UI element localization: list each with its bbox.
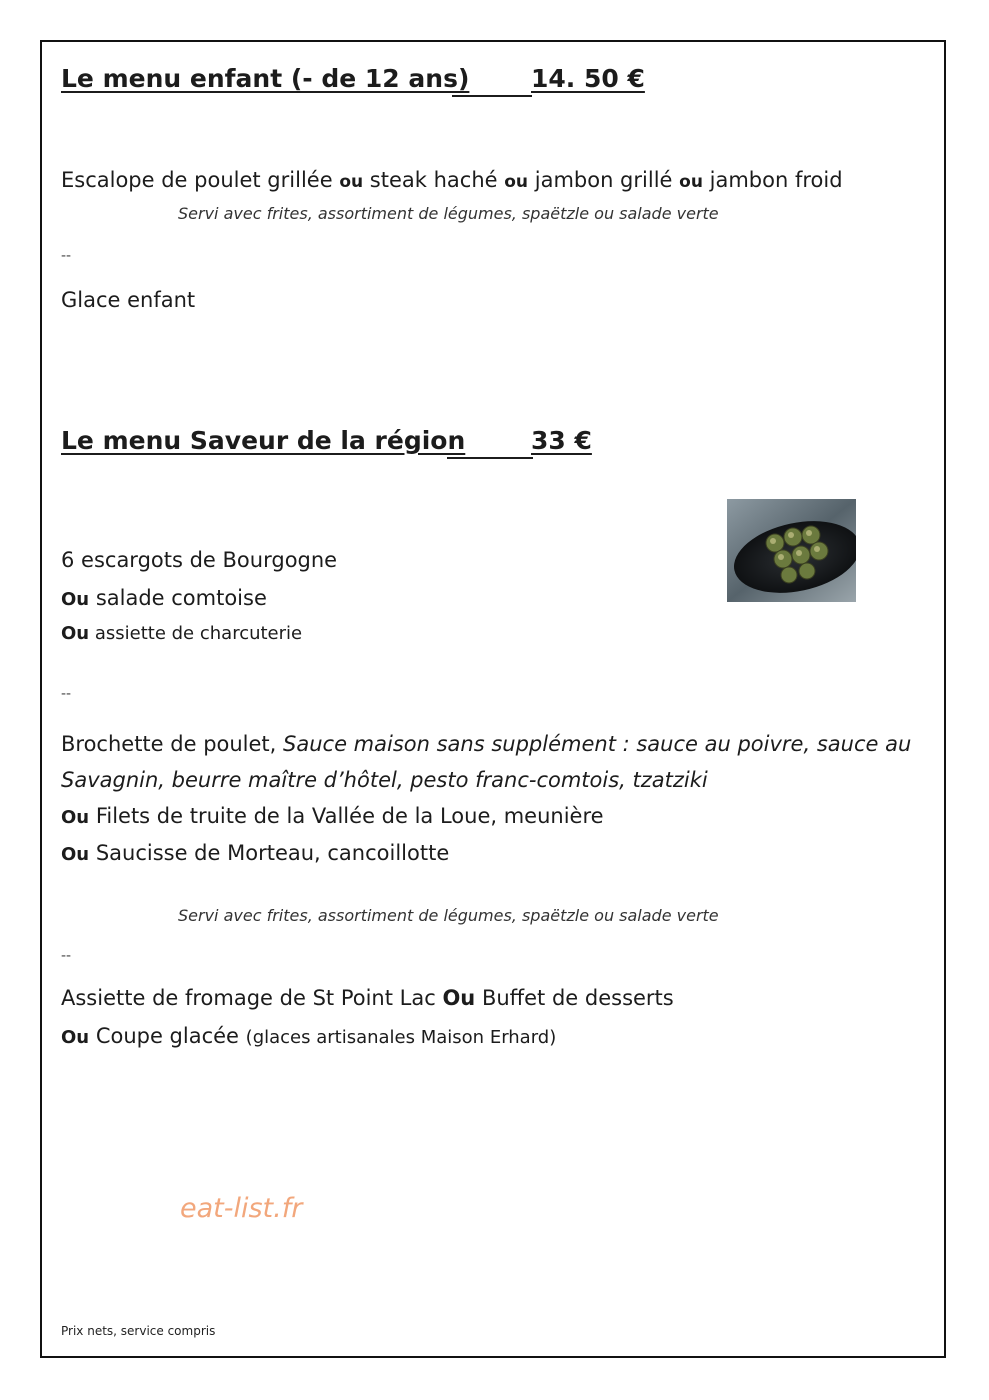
starter-charcuterie-label: assiette de charcuterie <box>94 623 303 644</box>
main-truite <box>61 804 604 828</box>
dessert-buffet-label: Buffet de desserts <box>481 986 674 1010</box>
menu-enfant-price: 14. 50 € <box>531 64 645 93</box>
menu-enfant-note: Servi avec frites, assortiment de légumes, spaëtzle ou salade verte <box>178 204 719 223</box>
menu-saveur-note: Servi avec frites, assortiment de légumes, spaëtzle ou salade verte <box>178 906 719 925</box>
main-option-jambon-froid: jambon froid <box>709 168 843 192</box>
dessert-coupe <box>61 1024 556 1048</box>
main-saucisse <box>61 841 449 865</box>
main-brochette-sauces: Sauce maison sans supplément : sauce au poivre, sauce au <box>283 732 912 756</box>
ou-connector: Ou <box>61 623 90 644</box>
main-brochette <box>61 732 911 756</box>
dessert-coupe-detail: (glaces artisanales Maison Erhard) <box>245 1027 557 1048</box>
starter-salade-label: salade comtoise <box>95 586 267 610</box>
main-option-steak: steak haché <box>369 168 498 192</box>
main-saucisse-label: Saucisse de Morteau, cancoillotte <box>95 841 450 865</box>
menu-saveur-title: Le menu Saveur de la région <box>61 426 466 455</box>
escargots-photo <box>727 499 856 602</box>
ou-connector: ou <box>504 172 529 192</box>
ou-connector: Ou <box>61 807 90 828</box>
starter-charcuterie <box>61 623 302 644</box>
menu-saveur-price: 33 € <box>531 426 592 455</box>
separator: -- <box>61 248 72 264</box>
main-brochette-sauces-cont: Savagnin, beurre maître d’hôtel, pesto franc-comtois, tzatziki <box>61 768 708 792</box>
separator: -- <box>61 948 72 964</box>
ou-connector: Ou <box>61 1027 90 1048</box>
dessert-fromage <box>61 986 674 1010</box>
main-truite-label: Filets de truite de la Vallée de la Loue, meunière <box>95 804 604 828</box>
ou-connector: Ou <box>442 986 476 1010</box>
main-brochette-label: Brochette de poulet, <box>61 732 277 756</box>
escargots-image <box>727 499 856 602</box>
ou-connector: Ou <box>61 844 90 865</box>
watermark: eat-list.fr <box>180 1193 303 1224</box>
dessert-fromage-label: Assiette de fromage de St Point Lac <box>61 986 436 1010</box>
starter-salade <box>61 586 267 610</box>
main-option-jambon-grille: jambon grillé <box>534 168 673 192</box>
menu-enfant-main-options <box>61 168 843 192</box>
starter-escargots: 6 escargots de Bourgogne <box>61 548 338 572</box>
ou-connector: ou <box>339 172 364 192</box>
dessert-coupe-label: Coupe glacée <box>95 1024 239 1048</box>
separator: -- <box>61 686 72 702</box>
ou-connector: ou <box>679 172 703 192</box>
ou-connector: Ou <box>61 589 90 610</box>
main-option-escalope: Escalope de poulet grillée <box>61 168 333 192</box>
heading-underline-gap <box>447 457 533 459</box>
menu-page-border <box>40 40 946 1358</box>
footer-note: Prix nets, service compris <box>61 1324 216 1338</box>
menu-enfant-dessert: Glace enfant <box>61 288 196 312</box>
menu-enfant-title: Le menu enfant (- de 12 ans) <box>61 64 470 93</box>
heading-underline-gap <box>452 95 532 97</box>
